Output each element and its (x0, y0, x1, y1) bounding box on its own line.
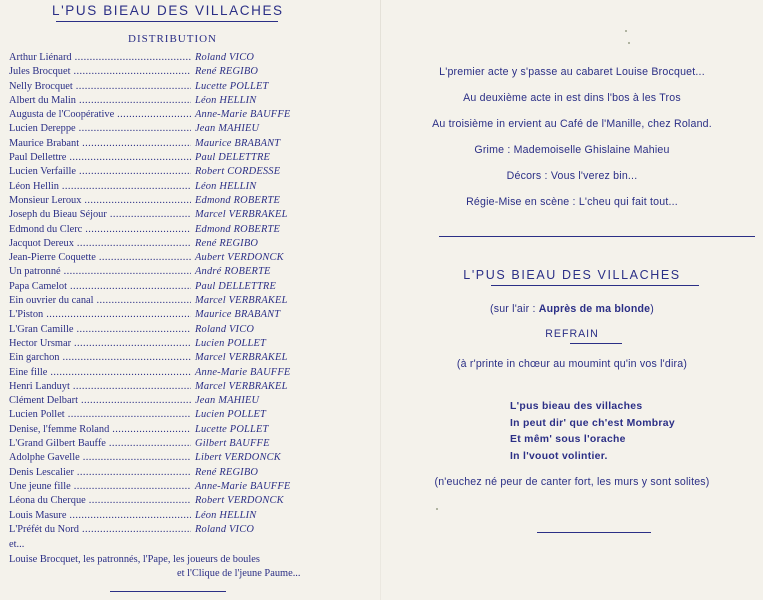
role-name: Arthur Liénard ..... (9, 51, 191, 65)
cast-row (9, 65, 381, 79)
cast-row (9, 94, 381, 108)
cast-row (9, 280, 381, 294)
cast-etc: et... (9, 539, 25, 550)
role-name: Hector Ursmar ..... (9, 337, 191, 351)
role-name: Léona du Cherque ..... (9, 494, 191, 508)
role-name: L'Préfét du Nord ..... (9, 523, 191, 537)
act-one-note: L'premier acte y s'passe au cabaret Louise Brocquet... (439, 66, 705, 78)
role-name: Clément Delbart ..... (9, 394, 191, 408)
cast-row (9, 509, 381, 523)
cast-row (9, 237, 381, 251)
actor-name: Lucien POLLET (195, 337, 267, 349)
cast-row (9, 151, 381, 165)
actor-name: René REGIBO (195, 66, 259, 78)
actor-name: Jean MAHIEU (195, 123, 260, 135)
actor-name: Léon HELLIN (195, 180, 257, 192)
actor-name: André ROBERTE (195, 266, 271, 278)
role-name: Léon Hellin ..... (9, 180, 191, 194)
finale-line-2: et l'Clique de l'jeune Paume... (177, 568, 301, 579)
role-name: Ein garchon ..... (9, 351, 191, 365)
role-name: Henri Landuyt ..... (9, 380, 191, 394)
actor-name: Anne-Marie BAUFFE (195, 366, 291, 378)
role-name: Denis Lescalier ..... (9, 466, 191, 480)
role-name: Nelly Brocquet ..... (9, 80, 191, 94)
actor-name: Roland VICO (195, 523, 255, 535)
refrain-line: L'pus bieau des villaches (510, 401, 643, 412)
role-name: Ein ouvrier du canal ..... (9, 294, 191, 308)
cast-row (9, 323, 381, 337)
actor-name: Marcel VERBRAKEL (195, 380, 288, 392)
cast-row (9, 380, 381, 394)
tune-note (381, 303, 763, 315)
actor-name: Edmond ROBERTE (195, 194, 281, 206)
role-name: L'Piston ..... (9, 308, 191, 322)
cast-row (9, 180, 381, 194)
closing-note: (n'euchez né peur de canter fort, les murs y sont solites) (434, 476, 710, 488)
refrain-line: In l'vouot volintier. (510, 450, 608, 462)
actor-name: Jean MAHIEU (195, 395, 260, 407)
role-name: Jacquot Dereux ..... (9, 237, 191, 251)
paper-speck (436, 508, 438, 510)
role-name: Joseph du Bieau Séjour ..... (9, 208, 191, 222)
title-underline (56, 21, 278, 22)
cast-row (9, 251, 381, 265)
actor-name: Marcel VERBRAKEL (195, 352, 288, 364)
cast-row (9, 466, 381, 480)
cast-row (9, 523, 381, 537)
cast-row (9, 294, 381, 308)
cast-row (9, 423, 381, 437)
right-page (381, 0, 763, 600)
cast-row (9, 494, 381, 508)
play-title: L'PUS BIEAU DES VILLACHES (52, 3, 284, 18)
role-name: L'Grand Gilbert Bauffe ..... (9, 437, 191, 451)
refrain-lyrics (510, 399, 675, 465)
cast-row (9, 451, 381, 465)
left-page (0, 0, 381, 600)
role-name: L'Gran Camille ..... (9, 323, 191, 337)
role-name: Lucien Pollet ..... (9, 408, 191, 422)
cast-row (9, 223, 381, 237)
tune-suffix: ) (650, 303, 655, 315)
role-name: Monsieur Leroux ..... (9, 194, 191, 208)
actor-name: René REGIBO (195, 466, 259, 478)
role-name: Lucien Verfaille ..... (9, 165, 191, 179)
cast-row (9, 51, 381, 65)
song-title-underline (491, 285, 699, 286)
actor-name: Léon HELLIN (195, 94, 257, 106)
actor-name: Gilbert BAUFFE (195, 438, 270, 450)
refrain-line: In peut dir' que ch'est Mombray (510, 417, 675, 429)
act-two-note: Au deuxième acte in est dins l'bos à les Tros (463, 92, 681, 104)
cast-row (9, 437, 381, 451)
role-name: Louis Masure ..... (9, 509, 191, 523)
bottom-divider (537, 532, 651, 533)
refrain-underline (570, 343, 622, 344)
sets-credit: Décors : Vous l'verez bin... (506, 170, 638, 182)
actor-name: Anne-Marie BAUFFE (195, 480, 291, 492)
song-title: L'PUS BIEAU DES VILLACHES (463, 268, 681, 282)
actor-name: Paul DELETTRE (195, 152, 271, 164)
actor-name: Lucette POLLET (195, 423, 269, 435)
actor-name: Roland VICO (195, 323, 255, 335)
cast-list (9, 51, 381, 537)
actor-name: Paul DELLETTRE (195, 280, 277, 292)
cast-row (9, 208, 381, 222)
role-name: Papa Camelot ..... (9, 280, 191, 294)
bottom-divider (110, 591, 226, 592)
role-name: Lucien Dereppe ..... (9, 122, 191, 136)
actor-name: Maurice BRABANT (195, 309, 281, 321)
actor-name: Libert VERDONCK (195, 452, 281, 464)
cast-row (9, 408, 381, 422)
actor-name: René REGIBO (195, 237, 259, 249)
actor-name: Marcel VERBRAKEL (195, 295, 288, 307)
actor-name: Robert VERDONCK (195, 495, 284, 507)
distribution-heading: DISTRIBUTION (128, 33, 217, 45)
role-name: Adolphe Gavelle ..... (9, 451, 191, 465)
cast-row (9, 351, 381, 365)
cast-row (9, 137, 381, 151)
role-name: Eine fille ..... (9, 366, 191, 380)
role-name: Denise, l'femme Roland ..... (9, 423, 191, 437)
cast-row (9, 80, 381, 94)
role-name: Un patronné ..... (9, 265, 191, 279)
role-name: Augusta de l'Coopérative ..... (9, 108, 191, 122)
actor-name: Edmond ROBERTE (195, 223, 281, 235)
cast-row (9, 265, 381, 279)
makeup-credit: Grime : Mademoiselle Ghislaine Mahieu (474, 144, 670, 156)
actor-name: Lucien POLLET (195, 409, 267, 421)
role-name: Maurice Brabant ..... (9, 137, 191, 151)
cast-row (9, 308, 381, 322)
cast-row (9, 108, 381, 122)
actor-name: Anne-Marie BAUFFE (195, 109, 291, 121)
role-name: Une jeune fille ..... (9, 480, 191, 494)
role-name: Jean-Pierre Coquette ..... (9, 251, 191, 265)
role-name: Albert du Malin ..... (9, 94, 191, 108)
refrain-label: REFRAIN (545, 328, 599, 340)
role-name: Jules Brocquet ..... (9, 65, 191, 79)
cast-row (9, 194, 381, 208)
paper-speck (628, 42, 630, 44)
actor-name: Léon HELLIN (195, 509, 257, 521)
cast-row (9, 366, 381, 380)
act-three-note: Au troisième in ervient au Café de l'Manille, chez Roland. (432, 118, 712, 130)
cast-row (9, 122, 381, 136)
role-name: Paul Dellettre ..... (9, 151, 191, 165)
refrain-line: Et mêm' sous l'orache (510, 434, 626, 445)
cast-row (9, 394, 381, 408)
finale-line-1: Louise Brocquet, les patronnés, l'Pape, les joueurs de boules (9, 554, 260, 565)
cast-row (9, 165, 381, 179)
tune-prefix: (sur l'air : (489, 303, 539, 315)
cast-row (9, 337, 381, 351)
cast-row (9, 480, 381, 494)
chorus-note: (à r'printe in chœur au moumint qu'in vos l'dira) (456, 358, 688, 370)
section-divider (439, 236, 755, 237)
paper-speck (625, 30, 627, 32)
actor-name: Robert CORDESSE (195, 166, 281, 178)
actor-name: Maurice BRABANT (195, 137, 281, 149)
role-name: Edmond du Clerc ..... (9, 223, 191, 237)
tune-name: Auprès de ma blonde (538, 303, 651, 315)
actor-name: Aubert VERDONCK (195, 252, 284, 264)
actor-name: Lucette POLLET (195, 80, 269, 92)
actor-name: Roland VICO (195, 52, 255, 63)
direction-credit: Régie-Mise en scène : L'cheu qui fait tout... (466, 196, 678, 208)
actor-name: Marcel VERBRAKEL (195, 209, 288, 221)
